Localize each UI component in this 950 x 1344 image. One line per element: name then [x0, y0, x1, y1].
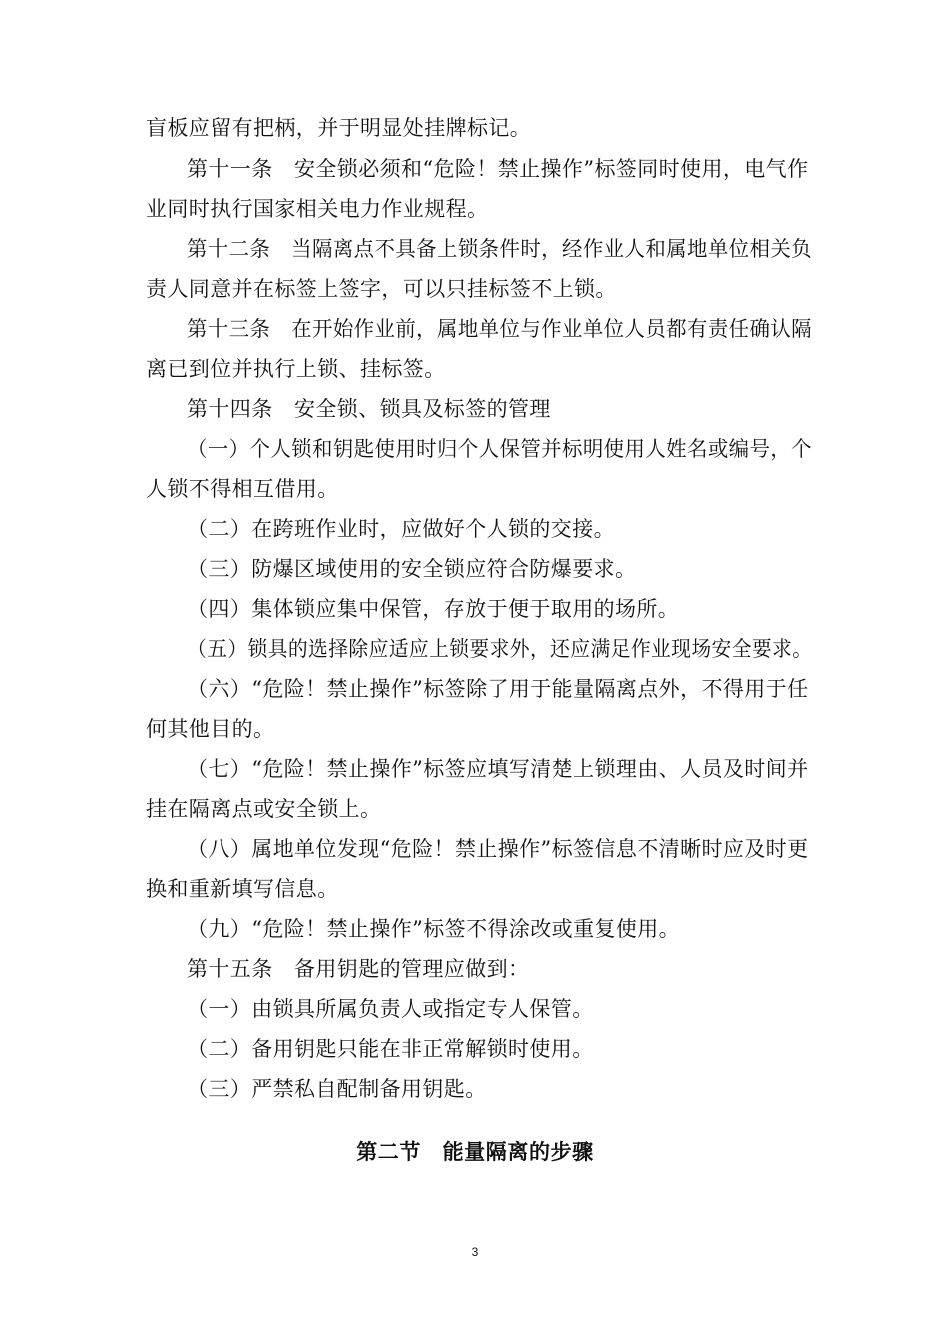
text-line-2: 第十一条 安全锁必须和“危险！禁止操作”标签同时使用，电气作 — [187, 157, 809, 181]
text-line-8: 第十四条 安全锁、锁具及标签的管理 — [187, 397, 551, 421]
text-line-13: （四）集体锁应集中保管，存放于便于取用的场所。 — [187, 597, 680, 621]
text-line-21: （九）“危险！禁止操作”标签不得涂改或重复使用。 — [187, 917, 681, 941]
text-line-14: （五）锁具的选择除应适应上锁要求外，还应满足作业现场安全要求。 — [187, 637, 813, 661]
text-line-12: （三）防爆区域使用的安全锁应符合防爆要求。 — [187, 557, 637, 581]
text-line-10: 人锁不得相互借用。 — [146, 477, 339, 501]
text-line-25: （三）严禁私自配制备用钥匙。 — [187, 1077, 487, 1101]
text-line-16: 何其他目的。 — [146, 717, 275, 741]
text-line-20: 换和重新填写信息。 — [146, 877, 339, 901]
text-line-6: 第十三条 在开始作业前，属地单位与作业单位人员都有责任确认隔 — [187, 317, 812, 341]
text-line-7: 离已到位并执行上锁、挂标签。 — [146, 357, 446, 381]
text-line-5: 责人同意并在标签上签字，可以只挂标签不上锁。 — [146, 277, 617, 301]
text-line-3: 业同时执行国家相关电力作业规程。 — [146, 197, 489, 221]
text-line-9: （一）个人锁和钥匙使用时归个人保管并标明使用人姓名或编号，个 — [187, 437, 812, 461]
text-line-19: （八）属地单位发现“危险！禁止操作”标签信息不清晰时应及时更 — [187, 837, 809, 861]
section-title: 第二节 能量隔离的步骤 — [356, 1139, 594, 1164]
text-line-22: 第十五条 备用钥匙的管理应做到： — [187, 957, 530, 981]
text-line-24: （二）备用钥匙只能在非正常解锁时使用。 — [187, 1037, 594, 1061]
text-line-23: （一）由锁具所属负责人或指定专人保管。 — [187, 997, 594, 1021]
text-line-18: 挂在隔离点或安全锁上。 — [146, 797, 382, 821]
text-line-17: （七）“危险！禁止操作”标签应填写清楚上锁理由、人员及时间并 — [187, 757, 809, 781]
text-line-15: （六）“危险！禁止操作”标签除了用于能量隔离点外，不得用于任 — [187, 677, 809, 701]
text-line-1: 盲板应留有把柄，并于明显处挂牌标记。 — [146, 116, 532, 140]
page-number: 3 — [471, 1245, 479, 1259]
text-line-11: （二）在跨班作业时，应做好个人锁的交接。 — [187, 517, 615, 541]
text-line-4: 第十二条 当隔离点不具备上锁条件时，经作业人和属地单位相关负 — [187, 237, 812, 261]
